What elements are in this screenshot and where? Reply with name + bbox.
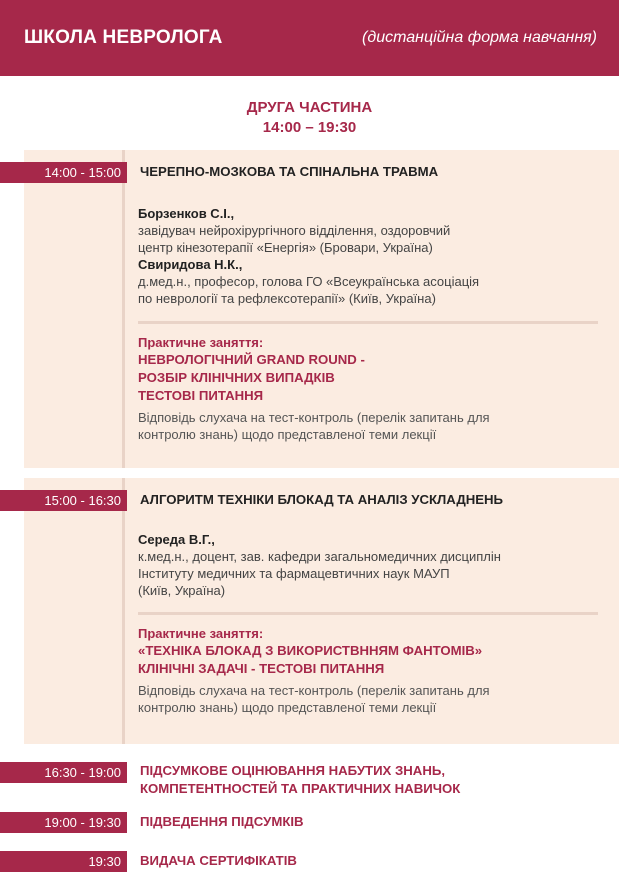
practice-title: «ТЕХНІКА БЛОКАД З ВИКОРИСТВННЯМ ФАНТОМІВ»: [138, 643, 483, 658]
final-topic-line: ВИДАЧА СЕРТИФІКАТІВ: [140, 853, 297, 868]
session-topic: АЛГОРИТМ ТЕХНІКИ БЛОКАД ТА АНАЛІЗ УСКЛАДНЕНЬ: [140, 492, 504, 507]
final-topic-line: КОМПЕТЕНТНОСТЕЙ ТА ПРАКТИЧНИХ НАВИЧОК: [140, 781, 461, 796]
part-title: ДРУГА ЧАСТИНА: [246, 99, 373, 116]
final-time-badge: 16:30 - 19:00: [0, 762, 127, 783]
header-subtitle: (дистанційна форма навчання): [362, 29, 597, 46]
practice-title: НЕВРОЛОГІЧНИЙ GRAND ROUND -: [138, 352, 365, 367]
section-divider: [138, 612, 598, 615]
speaker-info: (Київ, Україна): [138, 583, 226, 598]
final-time-badge: 19:00 - 19:30: [0, 812, 127, 833]
practice-title: РОЗБІР КЛІНІЧНИХ ВИПАДКІВ: [138, 370, 335, 385]
header-banner: [0, 0, 619, 76]
speaker-name: Борзенков С.І.,: [138, 206, 235, 221]
speaker-info: центр кінезотерапії «Енергія» (Бровари, Україна): [138, 240, 433, 255]
speakers-list: [138, 531, 608, 599]
speaker-name: Свиридова Н.К.,: [138, 257, 243, 272]
speaker-info: по неврології та рефлексотерапії» (Київ, Україна): [138, 291, 436, 306]
practice-title: КЛІНІЧНІ ЗАДАЧІ - ТЕСТОВІ ПИТАННЯ: [138, 661, 385, 676]
session-time-badge: 14:00 - 15:00: [0, 162, 127, 183]
final-topic-line: ПІДВЕДЕННЯ ПІДСУМКІВ: [140, 814, 304, 829]
header-title: ШКОЛА НЕВРОЛОГА: [24, 27, 223, 48]
practice-description: [138, 682, 608, 716]
speaker-info: к.мед.н., доцент, зав. кафедри загальномедичних дисциплін: [138, 549, 501, 564]
practice-description-line: контролю знань) щодо представленої теми лекції: [138, 700, 437, 715]
final-topic: [140, 852, 297, 870]
final-time-badge: 19:30: [0, 851, 127, 872]
practice-title: ТЕСТОВІ ПИТАННЯ: [138, 388, 264, 403]
speaker-info: Інституту медичних та фармацевтичних наук МАУП: [138, 566, 450, 581]
timeline-line: [122, 150, 125, 468]
practice-label: Практичне заняття:: [138, 626, 264, 641]
timeline-line: [122, 478, 125, 744]
final-topic-line: ПІДСУМКОВЕ ОЦІНЮВАННЯ НАБУТИХ ЗНАНЬ,: [140, 763, 445, 778]
practice-section: [138, 334, 608, 443]
practice-label: Практичне заняття:: [138, 335, 264, 350]
final-topic: [140, 813, 304, 831]
section-divider: [138, 321, 598, 324]
practice-description-line: Відповідь слухача на тест-контроль (перелік запитань для: [138, 683, 490, 698]
speaker-info: завідувач нейрохірургічного відділення, оздоровчий: [138, 223, 451, 238]
practice-description: [138, 409, 608, 443]
speaker-info: д.мед.н., професор, голова ГО «Всеукраїнська асоціація: [138, 274, 480, 289]
practice-section: [138, 625, 608, 716]
speakers-list: [138, 205, 608, 307]
practice-description-line: Відповідь слухача на тест-контроль (перелік запитань для: [138, 410, 490, 425]
session-topic: ЧЕРЕПНО-МОЗКОВА ТА СПІНАЛЬНА ТРАВМА: [140, 164, 439, 179]
speaker-name: Середа В.Г.,: [138, 532, 215, 547]
final-topic: [140, 762, 460, 798]
session-time-badge: 15:00 - 16:30: [0, 490, 127, 511]
practice-description-line: контролю знань) щодо представленої теми лекції: [138, 427, 437, 442]
part-time: 14:00 – 19:30: [262, 119, 357, 136]
